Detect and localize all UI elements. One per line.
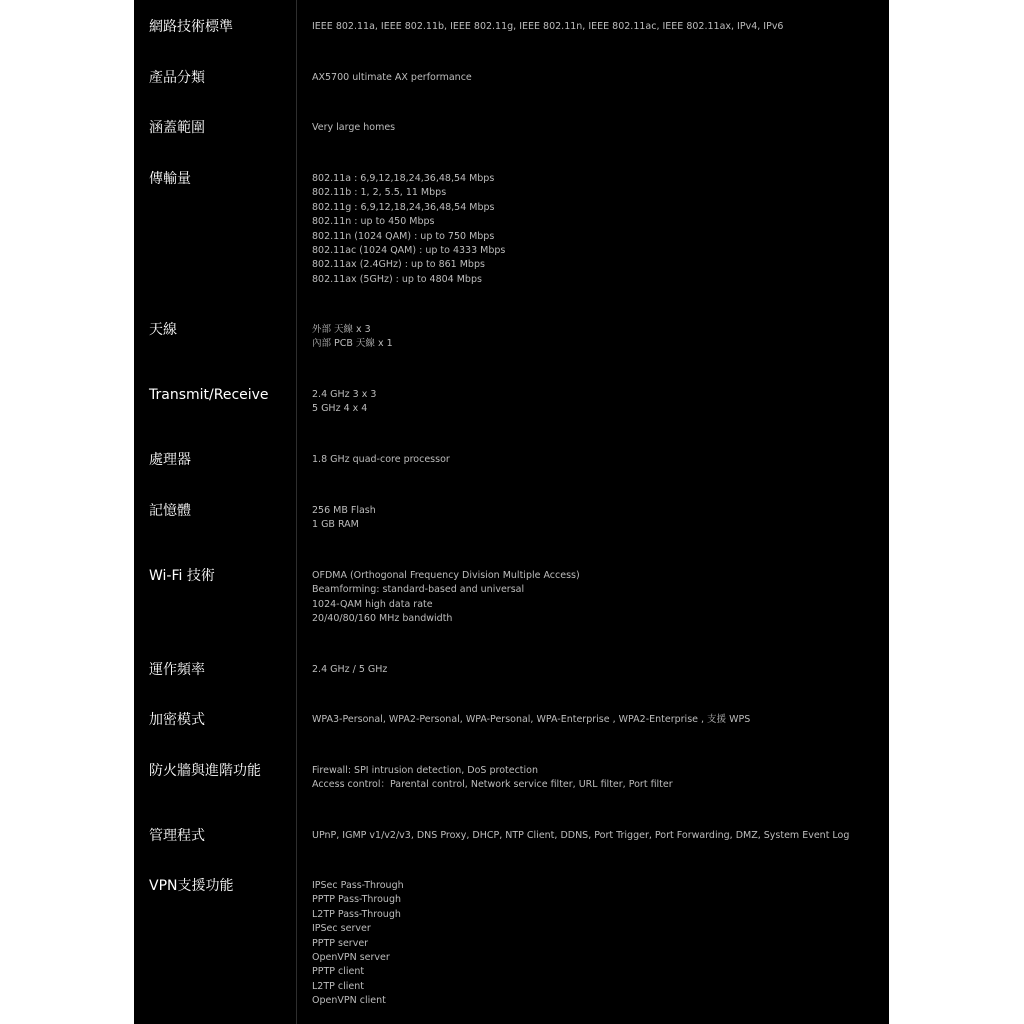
spec-label: 管理程式: [149, 828, 205, 844]
spec-value-line: 802.11ac (1024 QAM) : up to 4333 Mbps: [312, 244, 506, 256]
spec-value-line: AX5700 ultimate AX performance: [312, 72, 472, 83]
spec-label: 天線: [149, 322, 177, 338]
spec-label: Transmit/Receive: [149, 387, 269, 403]
spec-value-line: 2.4 GHz / 5 GHz: [312, 664, 388, 675]
spec-label: 運作頻率: [149, 662, 205, 678]
spec-value: [312, 879, 882, 1009]
spec-value-line: IEEE 802.11a, IEEE 802.11b, IEEE 802.11g, IEEE 802.11n, IEEE 802.11ac, IEEE 802.11ax, IPv4, IPv6: [312, 21, 784, 32]
spec-value-line: PPTP server: [312, 937, 369, 949]
spec-value-line: OFDMA (Orthogonal Frequency Division Multiple Access): [312, 570, 580, 581]
spec-value-line: 256 MB Flash: [312, 505, 376, 516]
spec-value: [312, 764, 882, 793]
spec-label: 傳輸量: [149, 171, 191, 187]
spec-value: [312, 829, 882, 843]
spec-label: 涵蓋範圍: [149, 120, 205, 136]
spec-value-line: 外部 天線 x 3: [312, 324, 371, 335]
spec-value: [312, 388, 882, 417]
spec-value-line: 802.11a : 6,9,12,18,24,36,48,54 Mbps: [312, 173, 495, 184]
spec-value: [312, 323, 882, 352]
spec-value-line: 802.11n : up to 450 Mbps: [312, 216, 435, 228]
spec-value: [312, 71, 882, 85]
spec-label: 網路技術標準: [149, 19, 233, 35]
spec-label: 記憶體: [149, 503, 191, 519]
spec-label: 處理器: [149, 452, 191, 468]
spec-value: [312, 569, 882, 627]
spec-value-line: IPSec Pass-Through: [312, 880, 404, 891]
spec-value-line: UPnP, IGMP v1/v2/v3, DNS Proxy, DHCP, NTP Client, DDNS, Port Trigger, Port Forwarding, DMZ, System Event Log: [312, 830, 850, 841]
spec-value: [312, 453, 882, 467]
spec-value-line: PPTP client: [312, 966, 365, 978]
spec-value-line: 802.11b : 1, 2, 5.5, 11 Mbps: [312, 187, 447, 199]
spec-value-line: L2TP client: [312, 980, 364, 992]
spec-value: [312, 663, 882, 677]
spec-label: VPN支援功能: [149, 878, 234, 894]
spec-value-line: Firewall: SPI intrusion detection, DoS protection: [312, 765, 538, 776]
spec-value-line: IPSec server: [312, 923, 371, 935]
spec-value: [312, 121, 882, 135]
spec-label: 防火牆與進階功能: [149, 763, 261, 779]
spec-panel: [134, 0, 889, 1024]
spec-value-line: 5 GHz 4 x 4: [312, 403, 368, 415]
spec-value-line: 1024-QAM high data rate: [312, 598, 433, 610]
spec-value-line: WPA3-Personal, WPA2-Personal, WPA-Personal, WPA-Enterprise , WPA2-Enterprise , 支援 WPS: [312, 714, 751, 725]
spec-value-line: 20/40/80/160 MHz bandwidth: [312, 613, 453, 625]
spec-value: [312, 504, 882, 533]
spec-value: [312, 20, 882, 34]
spec-value-line: Beamforming: standard-based and universal: [312, 584, 525, 596]
spec-value-line: Very large homes: [312, 122, 396, 133]
spec-value-line: OpenVPN client: [312, 995, 386, 1007]
spec-value-line: 802.11ax (5GHz) : up to 4804 Mbps: [312, 273, 482, 285]
spec-label: 產品分類: [149, 70, 205, 86]
spec-value-line: OpenVPN server: [312, 951, 390, 963]
spec-value-line: 2.4 GHz 3 x 3: [312, 389, 377, 400]
spec-value-line: 802.11g : 6,9,12,18,24,36,48,54 Mbps: [312, 201, 495, 213]
spec-value-line: L2TP Pass-Through: [312, 908, 401, 920]
spec-value-line: 內部 PCB 天線 x 1: [312, 338, 393, 350]
spec-label: 加密模式: [149, 712, 205, 728]
spec-value-line: Access control：Parental control, Network service filter, URL filter, Port filter: [312, 779, 673, 791]
spec-value: [312, 713, 882, 727]
spec-value-line: 1 GB RAM: [312, 519, 359, 531]
spec-value-line: 802.11ax (2.4GHz) : up to 861 Mbps: [312, 259, 485, 271]
spec-value-line: PPTP Pass-Through: [312, 894, 401, 906]
spec-value-line: 1.8 GHz quad-core processor: [312, 454, 450, 465]
spec-value-line: 802.11n (1024 QAM) : up to 750 Mbps: [312, 230, 495, 242]
spec-label: Wi-Fi 技術: [149, 568, 215, 584]
spec-value: [312, 172, 882, 287]
